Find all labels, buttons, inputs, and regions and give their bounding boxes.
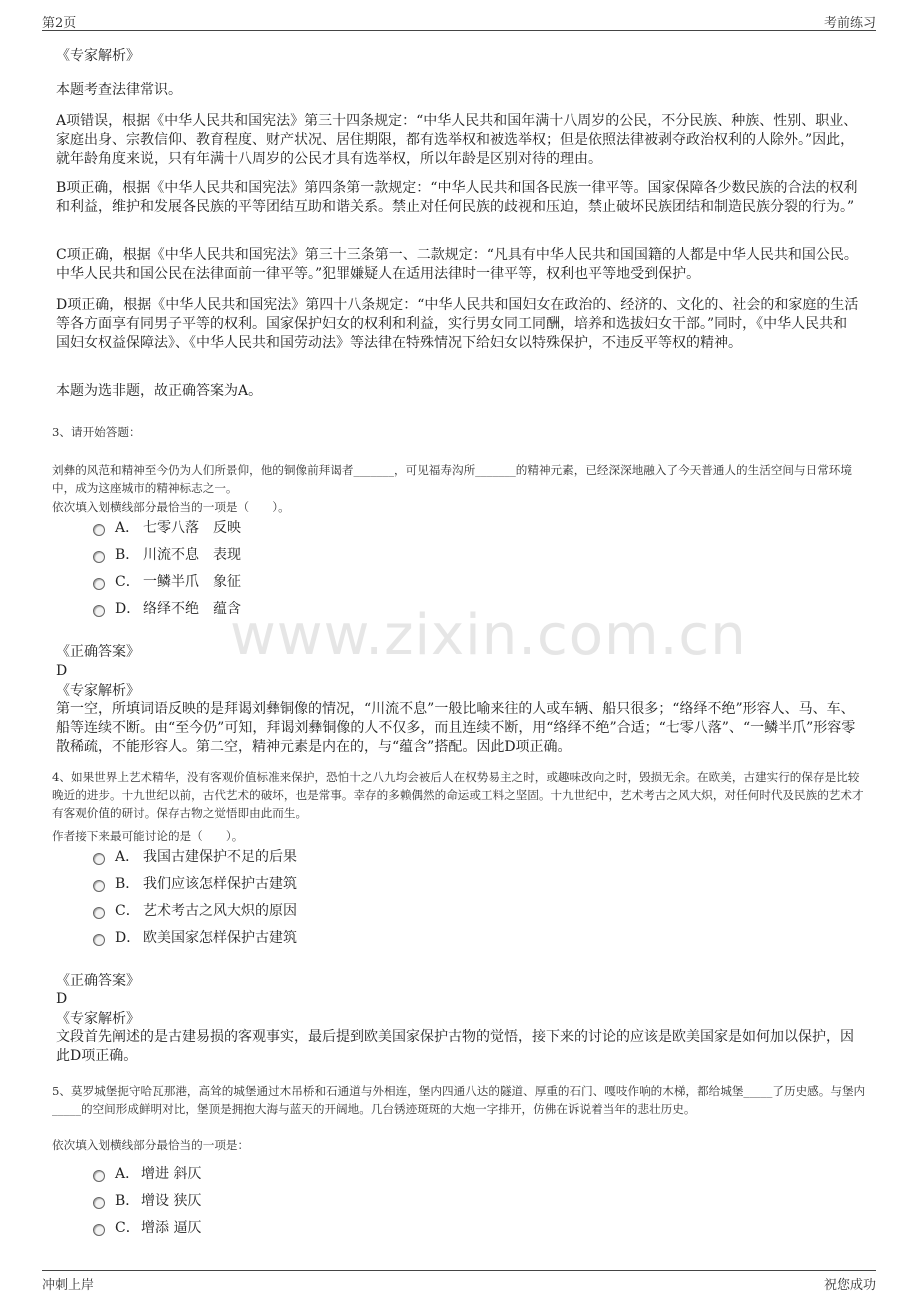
page-header bbox=[42, 10, 876, 31]
option-a[interactable]: A． 增进 斜仄 bbox=[93, 1164, 201, 1191]
radio-button[interactable] bbox=[93, 1197, 105, 1209]
analysis-paragraph-d: D项正确，根据《中华人民共和国宪法》第四十八条规定：“中华人民共和国妇女在政治的、经济的、文化的、社会的和家庭的生活等各方面享有同男子平等的权利。国家保护妇女的权利和利益，实行男女同工同酬，培养和选拔妇女干部。”同时，《中华人民共和国妇女权益保障法》、《中华人民共和国劳动法》等法律在特殊情况下给妇女以特殊保护，不违反平等权的精神。 bbox=[56, 297, 859, 351]
question-4-stem: 4、如果世界上艺术精华，没有客观价值标准来保护，恐怕十之八九均会被后人在权势易主之时，或趣味改向之时，毁损无余。在欧美，古建实行的保存是比较晚近的进步。十九世纪以前，古代艺术的破坏，也是常事。幸存的多赖偶然的命运或工料之坚固。十九世纪中，艺术考古之风大炽，对任何时代及民族的艺术才有客观价值的研讨。保存古物之觉悟即由此而生。 bbox=[52, 770, 864, 820]
option-c[interactable]: C． 一鳞半爪 象征 bbox=[93, 572, 241, 599]
analysis-heading: 《专家解析》 bbox=[56, 1011, 140, 1027]
radio-button[interactable] bbox=[93, 551, 105, 563]
question-5-options bbox=[93, 1164, 201, 1245]
radio-button[interactable] bbox=[93, 578, 105, 590]
analysis-heading: 《专家解析》 bbox=[56, 48, 140, 64]
analysis-paragraph-a: A项错误，根据《中华人民共和国宪法》第三十四条规定：“中华人民共和国年满十八周岁的公民，不分民族、种族、性别、职业、家庭出身、宗教信仰、教育程度、财产状况、居住期限，都有选举权和被选举权；但是依照法律被剥夺政治权利的人除外。”因此，就年龄角度来说，只有年满十八周岁的公民才具有选举权，所以年龄是区别对待的理由。 bbox=[56, 113, 858, 167]
answer-value: D bbox=[56, 663, 68, 679]
analysis-text: 第一空，所填词语反映的是拜谒刘彝铜像的情况，“川流不息”一般比喻来往的人或车辆、船只很多；“络绎不绝”形容人、马、车、船等连续不断。由“至今仍”可知，拜谒刘彝铜像的人不仅多，而且连续不断，用“络绎不绝”合适；“七零八落”、“一鳞半爪”形容零散稀疏，不能形容人。第二空，精神元素是内在的，与“蕴含”搭配。因此D项正确。 bbox=[56, 701, 856, 755]
option-b[interactable]: B． 川流不息 表现 bbox=[93, 545, 241, 572]
answer-value: D bbox=[56, 991, 68, 1007]
radio-button[interactable] bbox=[93, 907, 105, 919]
watermark: www.zixin.com.cn bbox=[230, 603, 747, 668]
question-3-options bbox=[93, 518, 241, 626]
analysis-paragraph-b: B项正确，根据《中华人民共和国宪法》第四条第一款规定：“中华人民共和国各民族一律平等。国家保障各少数民族的合法的权利和利益，维护和发展各民族的平等团结互助和谐关系。禁止对任何民族的歧视和压迫，禁止破坏民族团结和制造民族分裂的行为。” bbox=[56, 180, 858, 215]
footer-left-text: 冲刺上岸 bbox=[42, 1278, 95, 1293]
header-title: 考前练习 bbox=[823, 16, 876, 31]
radio-button[interactable] bbox=[93, 1224, 105, 1236]
answer-heading: 《正确答案》 bbox=[56, 644, 140, 660]
radio-button[interactable] bbox=[93, 524, 105, 536]
radio-button[interactable] bbox=[93, 605, 105, 617]
radio-button[interactable] bbox=[93, 880, 105, 892]
question-4-options bbox=[93, 847, 297, 955]
radio-button[interactable] bbox=[93, 853, 105, 865]
option-c[interactable]: C． 艺术考古之风大炽的原因 bbox=[93, 901, 297, 928]
question-5-prompt: 依次填入划横线部分最恰当的一项是： bbox=[52, 1138, 250, 1152]
option-a[interactable]: A． 我国古建保护不足的后果 bbox=[93, 847, 297, 874]
footer-right-text: 祝您成功 bbox=[823, 1278, 876, 1293]
analysis-paragraph-c: C项正确，根据《中华人民共和国宪法》第三十三条第一、二款规定：“凡具有中华人民共和国国籍的人都是中华人民共和国公民。中华人民共和国公民在法律面前一律平等。”犯罪嫌疑人在适用法律时一律平等，权利也平等地受到保护。 bbox=[56, 247, 858, 282]
question-5-stem: 5、莫罗城堡扼守哈瓦那港，高耸的城堡通过木吊桥和石通道与外相连，堡内四通八达的隧道、厚重的石门、嘎吱作响的木梯，都给城堡_____了历史感。与堡内_____的空间形成鲜明对比，堡顶是拥抱大海与蓝天的开阔地。几台锈迹斑斑的大炮一字排开，仿佛在诉说着当年的悲壮历史。 bbox=[52, 1084, 866, 1116]
analysis-heading: 《专家解析》 bbox=[56, 683, 140, 699]
analysis-conclusion: 本题为选非题，故正确答案为A。 bbox=[56, 383, 263, 399]
option-d[interactable]: D． 欧美国家怎样保护古建筑 bbox=[93, 928, 297, 955]
option-a[interactable]: A． 七零八落 反映 bbox=[93, 518, 241, 545]
option-b[interactable]: B． 增设 狭仄 bbox=[93, 1191, 201, 1218]
analysis-intro: 本题考查法律常识。 bbox=[56, 82, 182, 98]
page-number: 第2页 bbox=[42, 16, 77, 31]
question-3-prompt: 依次填入划横线部分最恰当的一项是（ ）。 bbox=[52, 500, 290, 514]
question-3-stem: 刘彝的风范和精神至今仍为人们所景仰，他的铜像前拜谒者_______，可见福寿沟所_______的精神元素，已经深深地融入了今天普通人的生活空间与日常环境中，成为这座城市的精神标志之一。 bbox=[52, 463, 852, 495]
radio-button[interactable] bbox=[93, 1170, 105, 1182]
option-d[interactable]: D． 络绎不绝 蕴含 bbox=[93, 599, 241, 626]
question-4-prompt: 作者接下来最可能讨论的是（ ）。 bbox=[52, 829, 244, 843]
radio-button[interactable] bbox=[93, 934, 105, 946]
option-c[interactable]: C．增添 逼仄 bbox=[93, 1218, 201, 1245]
analysis-text: 文段首先阐述的是古建易损的客观事实，最后提到欧美国家保护古物的觉悟，接下来的讨论的应该是欧美国家是如何加以保护，因此D项正确。 bbox=[56, 1029, 854, 1064]
option-b[interactable]: B． 我们应该怎样保护古建筑 bbox=[93, 874, 297, 901]
page-footer bbox=[42, 1270, 876, 1293]
question-3-number: 3、请开始答题： bbox=[52, 425, 141, 439]
answer-heading: 《正确答案》 bbox=[56, 973, 140, 989]
